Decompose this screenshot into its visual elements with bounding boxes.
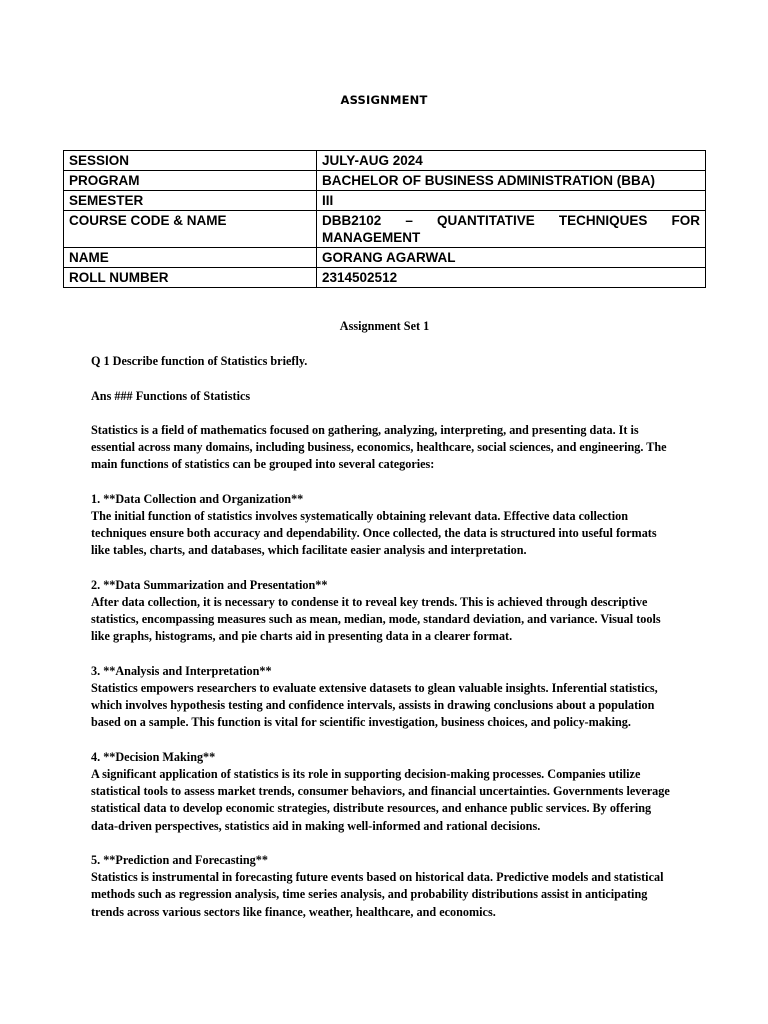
info-value-roll-number: 2314502512	[317, 268, 706, 288]
table-row	[64, 248, 706, 268]
section-heading: 1. **Data Collection and Organization**	[91, 491, 304, 506]
table-row	[64, 268, 706, 288]
section-body: A significant application of statistics is its role in supporting decision-making processes. Companies utilize statistical tools to assess market trends, consumer behaviors, and financial uncertainties. Governments leverage statistical data to develop economic strategies, distribute resources, and enhance public services. By offering data-driven perspectives, statistics aid in making well-informed and rational decisions.	[91, 766, 670, 833]
info-label-session: SESSION	[64, 151, 317, 171]
document-body	[91, 318, 678, 938]
assignment-set-title: Assignment Set 1	[339, 319, 430, 333]
table-row	[64, 171, 706, 191]
section-heading: 3. **Analysis and Interpretation**	[91, 663, 272, 678]
answer-heading: Ans ### Functions of Statistics	[91, 388, 251, 403]
table-row	[64, 191, 706, 211]
section-body: Statistics is instrumental in forecasting future events based on historical data. Predictive models and statistical methods such as regression analysis, time series analysis, and probability distributions assist in anticipating trends across various sectors like finance, weather, healthcare, and economics.	[91, 870, 664, 919]
info-value-name: GORANG AGARWAL	[317, 248, 706, 268]
info-value-program: BACHELOR OF BUSINESS ADMINISTRATION (BBA)	[317, 171, 706, 191]
info-label-name: NAME	[64, 248, 317, 268]
section-heading: 4. **Decision Making**	[91, 749, 216, 764]
info-label-semester: SEMESTER	[64, 191, 317, 211]
table-row	[64, 211, 706, 248]
table-row	[64, 151, 706, 171]
info-value-course: DBB2102 – QUANTITATIVE TECHNIQUES FOR MANAGEMENT	[317, 211, 706, 248]
info-table	[63, 150, 706, 288]
section-body: The initial function of statistics involves systematically obtaining relevant data. Effective data collection techniques ensure both accuracy and dependability. Once collected, the data is structured into useful formats like tables, charts, and databases, which facilitate easier analysis and interpretation.	[91, 508, 657, 558]
info-value-semester: III	[317, 191, 706, 211]
info-label-roll-number: ROLL NUMBER	[64, 268, 317, 288]
question-text: Q 1 Describe function of Statistics briefly.	[91, 354, 308, 369]
document-heading: ASSIGNMENT	[340, 93, 428, 107]
section-body: Statistics empowers researchers to evaluate extensive datasets to glean valuable insights. Inferential statistics, which involves hypothesis testing and confidence intervals, assists in drawing conclusions about a population based on a sample. This function is vital for scientific investigation, business choices, and policy-making.	[91, 680, 658, 730]
section-body: After data collection, it is necessary to condense it to reveal key trends. This is achieved through descriptive statistics, encompassing measures such as mean, median, mode, standard deviation, and variance. Visual tools like graphs, histograms, and pie charts aid in presenting data in a clearer format.	[91, 594, 661, 644]
info-label-course: COURSE CODE & NAME	[64, 211, 317, 248]
intro-paragraph: Statistics is a field of mathematics focused on gathering, analyzing, interpreting, and presenting data. It is essential across many domains, including business, economics, healthcare, social sciences, and engineering. The main functions of statistics can be grouped into several categories:	[91, 422, 667, 472]
info-value-session: JULY-AUG 2024	[317, 151, 706, 171]
section-heading: 2. **Data Summarization and Presentation**	[91, 577, 328, 592]
info-label-program: PROGRAM	[64, 171, 317, 191]
section-heading: 5. **Prediction and Forecasting**	[91, 852, 268, 867]
